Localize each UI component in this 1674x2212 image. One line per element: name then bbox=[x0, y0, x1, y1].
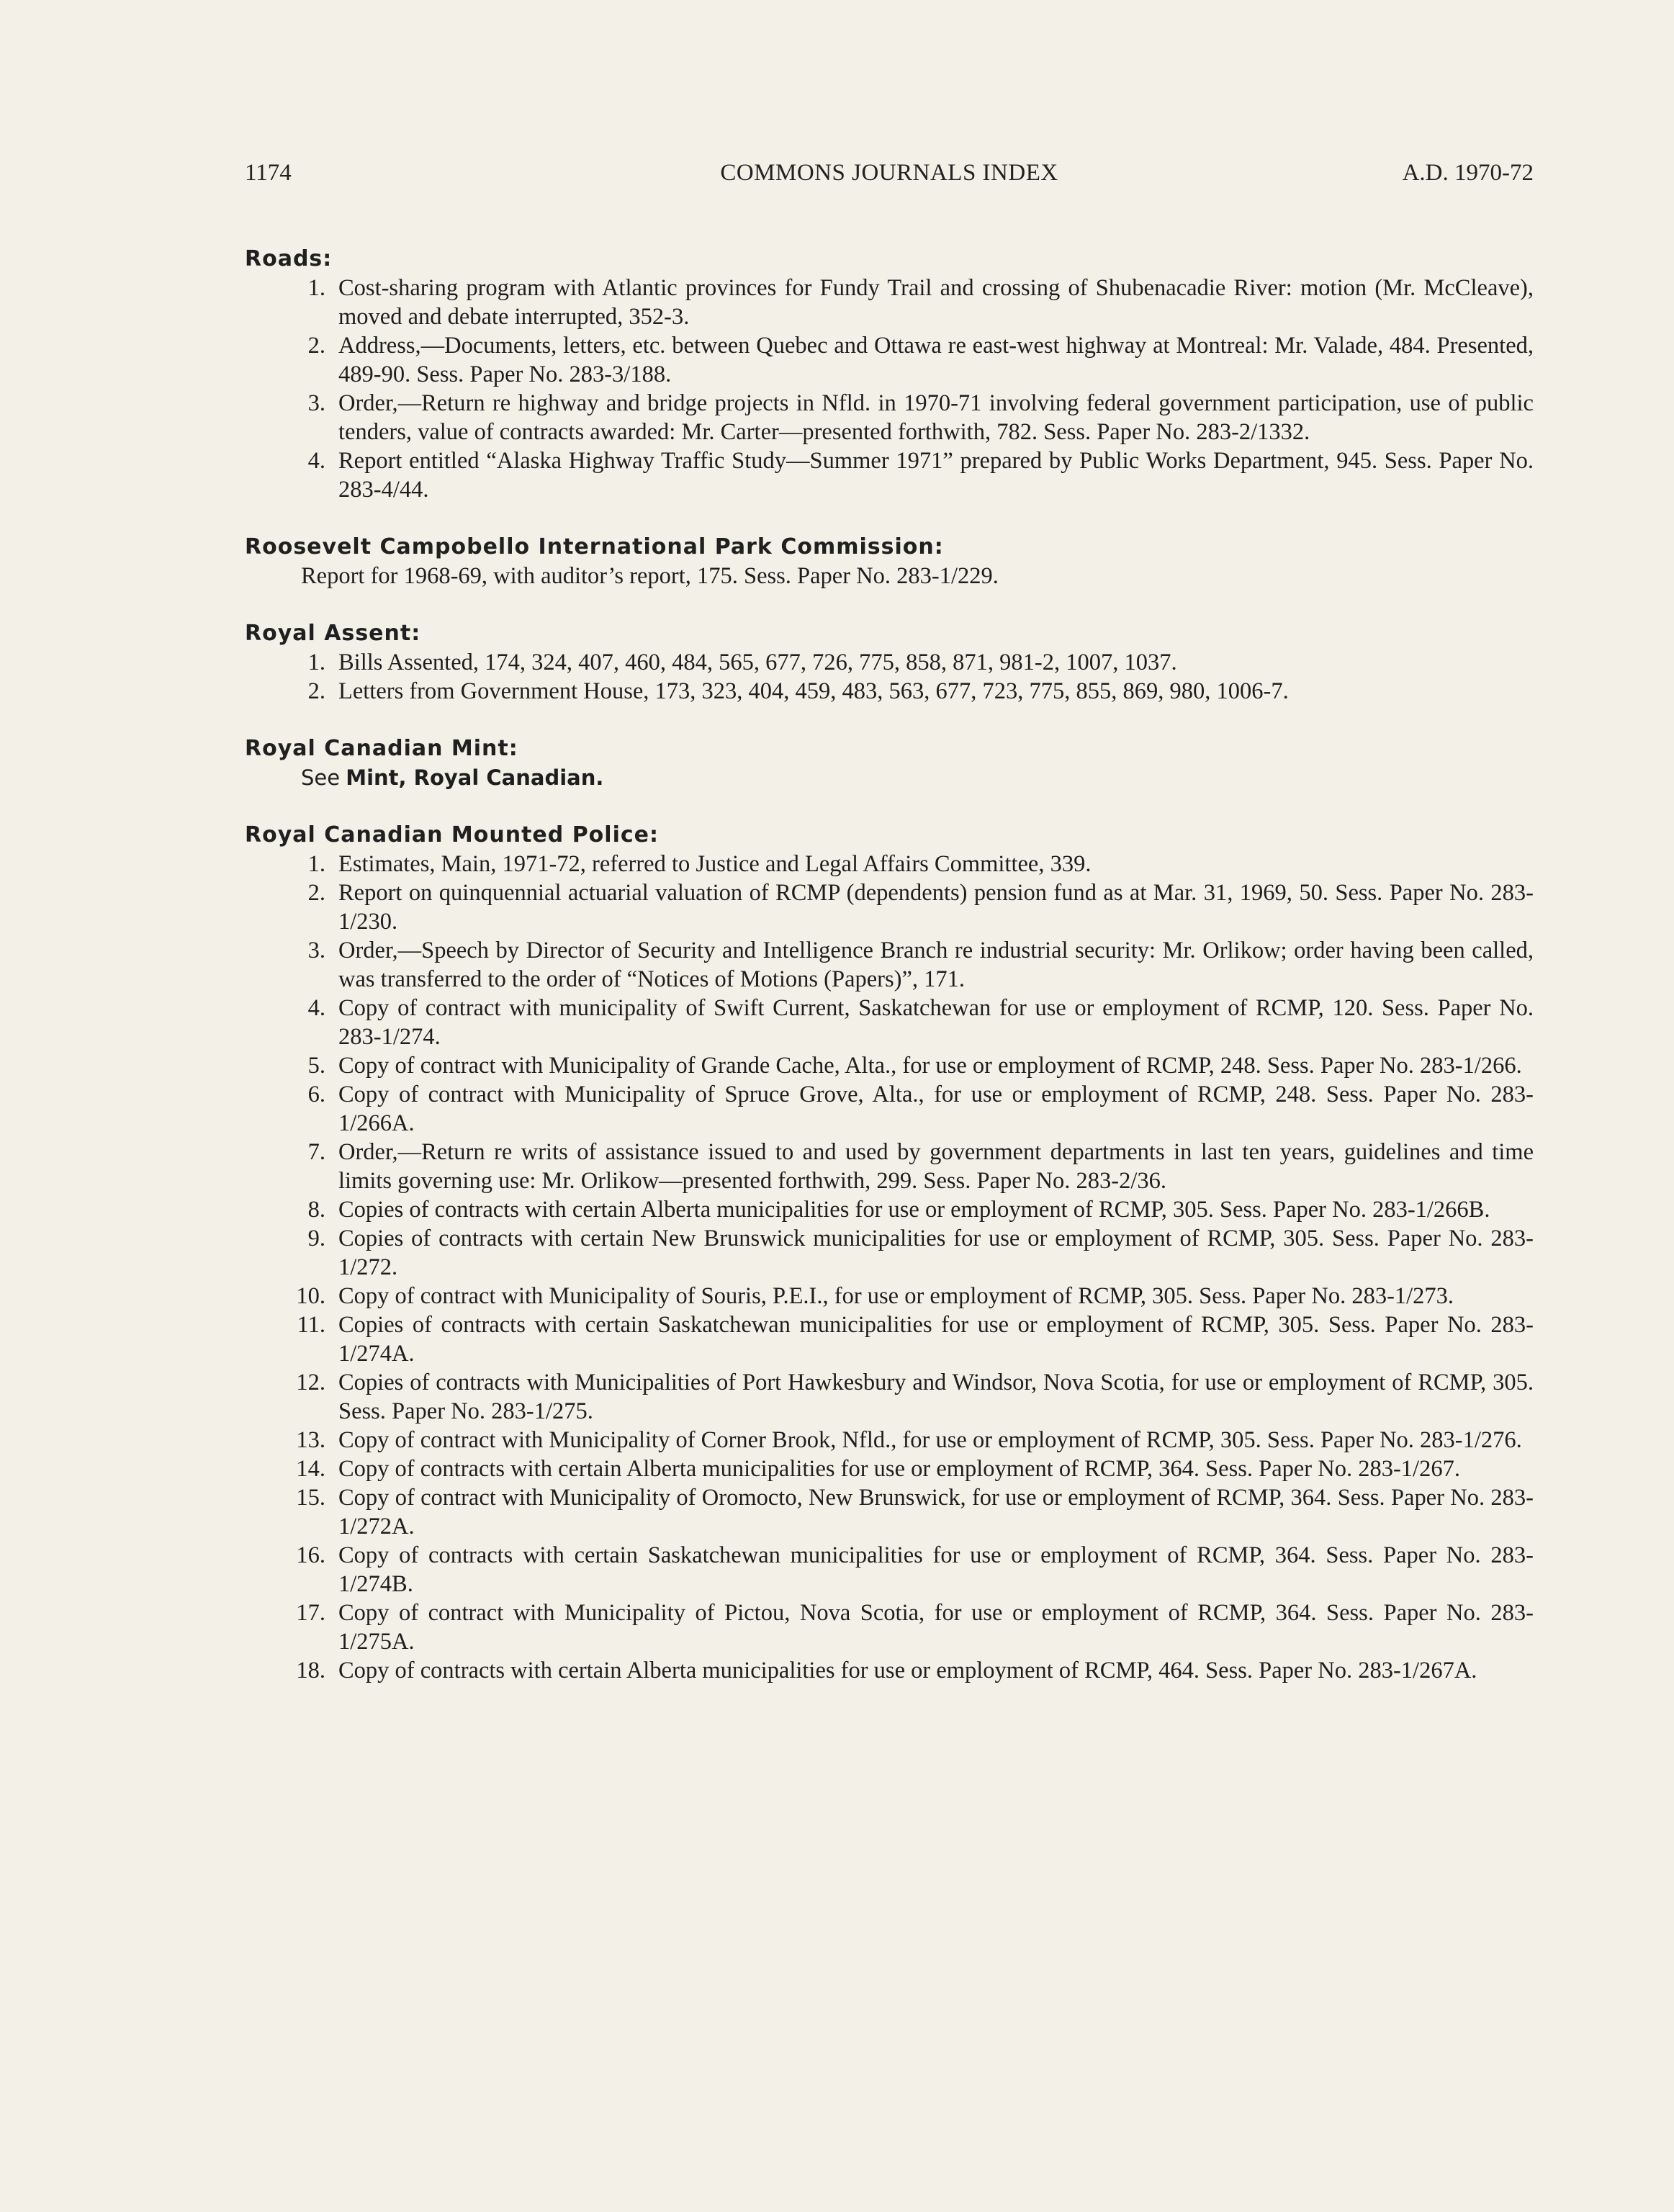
list-item bbox=[245, 677, 1534, 706]
list-item bbox=[245, 1224, 1534, 1282]
page-number: 1174 bbox=[245, 160, 292, 186]
see-label: See bbox=[301, 765, 341, 790]
item-text: Copy of contract with Municipality of Grande Cache, Alta., for use or employment of RCMP, 248. Sess. Paper No. 283-1/266. bbox=[338, 1053, 1522, 1079]
item-number: 2. bbox=[307, 333, 325, 359]
item-text: Copy of contract with Municipality of Pictou, Nova Scotia, for use or employment of RCMP, 364. Sess. Paper No. 283-1/275A. bbox=[338, 1600, 1534, 1655]
see-reference: Mint, Royal Canadian. bbox=[346, 765, 604, 790]
item-number: 13. bbox=[296, 1427, 325, 1453]
item-text: Order,—Return re writs of assistance issued to and used by government departments in last ten years, guidelines and time limits governing use: Mr. Orlikow—presented forthwith, 299. Sess. Paper No. 283-2/36. bbox=[338, 1139, 1534, 1194]
item-text: Estimates, Main, 1971-72, referred to Justice and Legal Affairs Committee, 339. bbox=[338, 851, 1092, 877]
section-roads bbox=[245, 245, 1534, 504]
item-number: 10. bbox=[296, 1283, 325, 1309]
item-number: 15. bbox=[296, 1485, 325, 1511]
item-number: 4. bbox=[307, 448, 325, 474]
cross-reference bbox=[245, 763, 1534, 792]
item-text: Report on quinquennial actuarial valuation of RCMP (dependents) pension fund as at Mar. 31, 1969, 50. Sess. Paper No. 283-1/230. bbox=[338, 880, 1534, 935]
list-item bbox=[245, 1310, 1534, 1368]
section-royal-canadian-mint bbox=[245, 734, 1534, 792]
section-text: Report for 1968-69, with auditor’s report, 175. Sess. Paper No. 283-1/229. bbox=[301, 563, 999, 589]
item-text: Letters from Government House, 173, 323, 404, 459, 483, 563, 677, 723, 775, 855, 869, 980, 1006-7. bbox=[338, 678, 1289, 704]
list-item bbox=[245, 1282, 1534, 1310]
list-item bbox=[245, 648, 1534, 677]
running-header bbox=[245, 160, 1534, 196]
list-item bbox=[245, 1426, 1534, 1455]
item-number: 5. bbox=[307, 1053, 325, 1079]
item-text: Copy of contract with Municipality of Spruce Grove, Alta., for use or employment of RCMP, 248. Sess. Paper No. 283-1/266A. bbox=[338, 1082, 1534, 1136]
item-number: 2. bbox=[307, 880, 325, 906]
list-item bbox=[245, 1195, 1534, 1224]
item-number: 1. bbox=[307, 649, 325, 675]
item-number: 18. bbox=[296, 1658, 325, 1683]
section-heading: Royal Canadian Mint: bbox=[245, 736, 518, 761]
section-heading: Royal Assent: bbox=[245, 621, 421, 646]
entry-list bbox=[245, 274, 1534, 504]
item-text: Copy of contracts with certain Alberta municipalities for use or employment of RCMP, 364. Sess. Paper No. 283-1/267. bbox=[338, 1456, 1460, 1482]
item-number: 4. bbox=[307, 995, 325, 1021]
item-number: 12. bbox=[296, 1370, 325, 1395]
item-text: Copy of contract with Municipality of Souris, P.E.I., for use or employment of RCMP, 305. Sess. Paper No. 283-1/273. bbox=[338, 1283, 1454, 1309]
list-item bbox=[245, 1656, 1534, 1685]
list-item bbox=[245, 274, 1534, 331]
item-number: 1. bbox=[307, 275, 325, 301]
item-text: Copy of contract with Municipality of Oromocto, New Brunswick, for use or employment of RCMP, 364. Sess. Paper No. 283-1/272A. bbox=[338, 1485, 1534, 1539]
entry-list bbox=[245, 648, 1534, 706]
list-item bbox=[245, 1483, 1534, 1541]
item-text: Order,—Return re highway and bridge projects in Nfld. in 1970-71 involving federal government participation, use of public tenders, value of contracts awarded: Mr. Carter—presented forthwith, 782. Sess. Paper No. 283-2/1332. bbox=[338, 390, 1534, 445]
entry-list bbox=[245, 850, 1534, 1685]
item-number: 6. bbox=[307, 1082, 325, 1107]
list-item bbox=[245, 936, 1534, 994]
section-rcmp bbox=[245, 821, 1534, 1685]
section-heading: Roosevelt Campobello International Park Commission: bbox=[245, 534, 944, 559]
list-item bbox=[245, 850, 1534, 878]
item-text: Address,—Documents, letters, etc. between Quebec and Ottawa re east-west highway at Montreal: Mr. Valade, 484. Presented, 489-90. Sess. Paper No. 283-3/188. bbox=[338, 333, 1534, 387]
item-number: 3. bbox=[307, 390, 325, 416]
list-item bbox=[245, 331, 1534, 389]
item-number: 11. bbox=[297, 1312, 325, 1338]
item-text: Copies of contracts with certain Alberta municipalities for use or employment of RCMP, 305. Sess. Paper No. 283-1/266B. bbox=[338, 1197, 1490, 1223]
item-text: Report entitled “Alaska Highway Traffic Study—Summer 1971” prepared by Public Works Department, 945. Sess. Paper No. 283-4/44. bbox=[338, 448, 1534, 503]
item-text: Cost-sharing program with Atlantic provinces for Fundy Trail and crossing of Shubenacadie River: motion (Mr. McCleave), moved and debate interrupted, 352-3. bbox=[338, 275, 1534, 330]
item-text: Copy of contract with Municipality of Corner Brook, Nfld., for use or employment of RCMP, 305. Sess. Paper No. 283-1/276. bbox=[338, 1427, 1522, 1453]
journal-title: COMMONS JOURNALS INDEX bbox=[720, 160, 1058, 186]
item-number: 2. bbox=[307, 678, 325, 704]
list-item bbox=[245, 878, 1534, 936]
list-item bbox=[245, 1541, 1534, 1599]
section-heading: Royal Canadian Mounted Police: bbox=[245, 822, 659, 848]
item-text: Copy of contract with municipality of Swift Current, Saskatchewan for use or employment of RCMP, 120. Sess. Paper No. 283-1/274. bbox=[338, 995, 1534, 1050]
item-number: 17. bbox=[296, 1600, 325, 1626]
list-item bbox=[245, 1455, 1534, 1483]
list-item bbox=[245, 1368, 1534, 1426]
section-roosevelt-campobello bbox=[245, 533, 1534, 590]
item-number: 16. bbox=[296, 1542, 325, 1568]
list-item bbox=[245, 994, 1534, 1051]
item-number: 14. bbox=[296, 1456, 325, 1482]
item-text: Copy of contracts with certain Saskatchewan municipalities for use or employment of RCMP, 364. Sess. Paper No. 283-1/274B. bbox=[338, 1542, 1534, 1597]
item-text: Copies of contracts with Municipalities of Port Hawkesbury and Windsor, Nova Scotia, for use or employment of RCMP, 305. Sess. Paper No. 283-1/275. bbox=[338, 1370, 1534, 1424]
list-item bbox=[245, 1599, 1534, 1656]
index-content bbox=[245, 245, 1534, 1714]
item-text: Copy of contracts with certain Alberta municipalities for use or employment of RCMP, 464. Sess. Paper No. 283-1/267A. bbox=[338, 1658, 1477, 1683]
item-text: Copies of contracts with certain Saskatchewan municipalities for use or employment of RCMP, 305. Sess. Paper No. 283-1/274A. bbox=[338, 1312, 1534, 1367]
list-item bbox=[245, 389, 1534, 446]
list-item bbox=[245, 1080, 1534, 1138]
item-number: 7. bbox=[307, 1139, 325, 1165]
date-range: A.D. 1970-72 bbox=[1402, 160, 1534, 186]
item-number: 8. bbox=[307, 1197, 325, 1223]
section-heading: Roads: bbox=[245, 246, 333, 271]
item-number: 9. bbox=[307, 1226, 325, 1251]
item-text: Order,—Speech by Director of Security and Intelligence Branch re industrial security: Mr. Orlikow; order having been called, was transferred to the order of “Notices of Motions (Papers)”, 171. bbox=[338, 938, 1534, 992]
item-number: 3. bbox=[307, 938, 325, 963]
item-text: Bills Assented, 174, 324, 407, 460, 484, 565, 677, 726, 775, 858, 871, 981-2, 1007, 1037. bbox=[338, 649, 1177, 675]
list-item bbox=[245, 1051, 1534, 1080]
item-number: 1. bbox=[307, 851, 325, 877]
section-royal-assent bbox=[245, 619, 1534, 706]
list-item bbox=[245, 446, 1534, 504]
list-item bbox=[245, 1138, 1534, 1195]
item-text: Copies of contracts with certain New Brunswick municipalities for use or employment of RCMP, 305. Sess. Paper No. 283-1/272. bbox=[338, 1226, 1534, 1280]
